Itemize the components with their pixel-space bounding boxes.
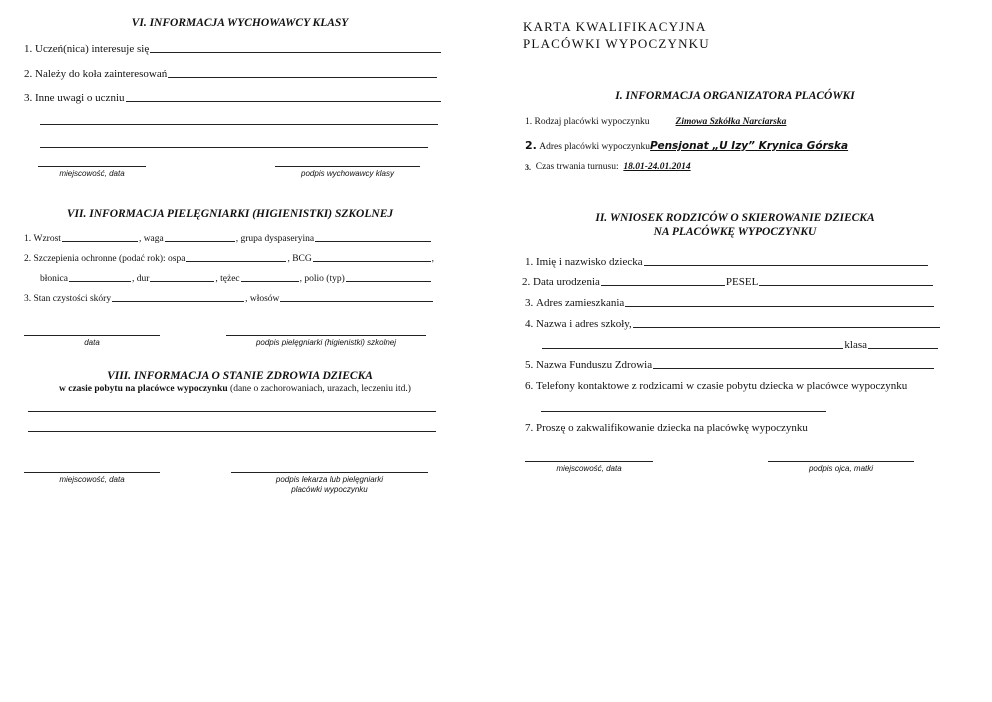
s6-item-3 — [24, 92, 442, 104]
item-number: 3. — [24, 92, 33, 104]
sig-place-date: miejscowość, data — [525, 461, 653, 474]
chickenpox-field[interactable] — [186, 260, 286, 262]
height-field[interactable] — [62, 240, 138, 242]
s1-row-2: 2. Adres placówki wypoczynku Pensjonat „U Izy” Krynica Górska — [525, 139, 849, 152]
s2-item-5: 5. Nazwa Funduszu Zdrowia — [525, 359, 935, 371]
skin-field[interactable] — [112, 300, 244, 302]
facility-address-value: Pensjonat „U Izy” Krynica Górska — [650, 140, 849, 152]
address-field[interactable] — [625, 305, 934, 307]
item-number: 2. — [24, 68, 33, 80]
school-field-cont[interactable] — [542, 347, 843, 349]
item-number: 1. — [24, 43, 33, 55]
answer-line[interactable] — [28, 431, 436, 432]
weight-field[interactable] — [165, 240, 235, 242]
polio-field[interactable] — [346, 280, 431, 282]
s2-item-2: 2. Data urodzenia PESEL — [522, 276, 934, 288]
turnus-dates-value: 18.01-24.01.2014 — [623, 162, 691, 172]
section-1-heading: I. INFORMACJA ORGANIZATORA PLACÓWKI — [615, 90, 855, 102]
school-field[interactable] — [633, 326, 940, 328]
sig-school-nurse: podpis pielęgniarki (higienistki) szkolnej — [226, 335, 426, 348]
section-8-heading: VIII. INFORMACJA O STANIE ZDROWIA DZIECKA — [107, 370, 373, 382]
hair-field[interactable] — [280, 300, 433, 302]
s2-item-1: 1. Imię i nazwisko dziecka — [525, 256, 929, 268]
s7-row-2: 2. Szczepienia ochronne (podać rok): ospa , BCG , — [24, 254, 434, 264]
s2-item-7: 7. Proszę o zakwalifikowanie dziecka na placówkę wypoczynku — [525, 422, 808, 434]
birth-date-field[interactable] — [601, 284, 725, 286]
answer-line[interactable] — [150, 51, 441, 53]
answer-line[interactable] — [28, 411, 436, 412]
sig-class-teacher: podpis wychowawcy klasy — [275, 166, 420, 179]
s7-row-3: 3. Stan czystości skóry , włosów — [24, 294, 434, 304]
group-field[interactable] — [315, 240, 431, 242]
section-2-heading: II. WNIOSEK RODZICÓW O SKIEROWANIE DZIECKA NA PLACÓWKĘ WYPOCZYNKU — [595, 212, 875, 238]
typhoid-field[interactable] — [150, 280, 214, 282]
s6-item-1 — [24, 43, 442, 55]
sig-date: data — [24, 335, 160, 348]
section-6-heading: VI. INFORMACJA WYCHOWAWCY KLASY — [131, 17, 349, 29]
facility-type-value: Zimowa Szkółka Narciarska — [675, 117, 787, 127]
phone-field[interactable] — [541, 411, 826, 412]
s2-item-6: 6. Telefony kontaktowe z rodzicami w czasie pobytu dziecka w placówce wypoczynku — [525, 380, 908, 392]
sig-place-date: miejscowość, data — [38, 166, 146, 179]
item-label: Inne uwagi o uczniu — [35, 92, 125, 104]
section-7-heading: VII. INFORMACJA PIELĘGNIARKI (HIGIENISTKI) SZKOLNEJ — [66, 208, 394, 220]
tetanus-field[interactable] — [241, 280, 299, 282]
sig-parent: podpis ojca, matki — [768, 461, 914, 474]
card-title: KARTA KWALIFIKACYJNA PLACÓWKI WYPOCZYNKU — [523, 19, 710, 51]
health-fund-field[interactable] — [653, 367, 934, 369]
answer-line[interactable] — [40, 147, 428, 148]
pesel-field[interactable] — [759, 284, 933, 286]
s6-item-2 — [24, 68, 438, 80]
item-label: Należy do koła zainteresowań — [35, 68, 168, 80]
s7-row-2b: błonica , dur , tężec , polio (typ) — [40, 274, 432, 284]
sig-doctor-nurse: podpis lekarza lub pielęgniarki placówki wypoczynku — [231, 472, 428, 495]
answer-line[interactable] — [168, 76, 437, 78]
s1-row-3: 3. Czas trwania turnusu: 18.01-24.01.2014 — [525, 162, 691, 172]
answer-line[interactable] — [40, 124, 438, 125]
s1-row-1: 1. Rodzaj placówki wypoczynku Zimowa Szkółka Narciarska — [525, 117, 787, 127]
sig-place-date: miejscowość, data — [24, 472, 160, 485]
s2-item-4: 4. Nazwa i adres szkoły, — [525, 318, 941, 330]
item-label: Uczeń(nica) interesuje się — [35, 43, 150, 55]
section-8-subheading: w czasie pobytu na placówce wypoczynku (dane o zachorowaniach, urazach, leczeniu itd.) — [59, 384, 411, 394]
s2-item-3: 3. Adres zamieszkania — [525, 297, 935, 309]
s7-row-1: 1. Wzrost , waga , grupa dyspaseryina — [24, 234, 432, 244]
s2-item-4b: klasa — [541, 339, 939, 351]
bcg-field[interactable] — [313, 260, 431, 262]
class-field[interactable] — [868, 347, 938, 349]
child-name-field[interactable] — [644, 264, 928, 266]
diphtheria-field[interactable] — [69, 280, 131, 282]
answer-line[interactable] — [126, 100, 442, 102]
